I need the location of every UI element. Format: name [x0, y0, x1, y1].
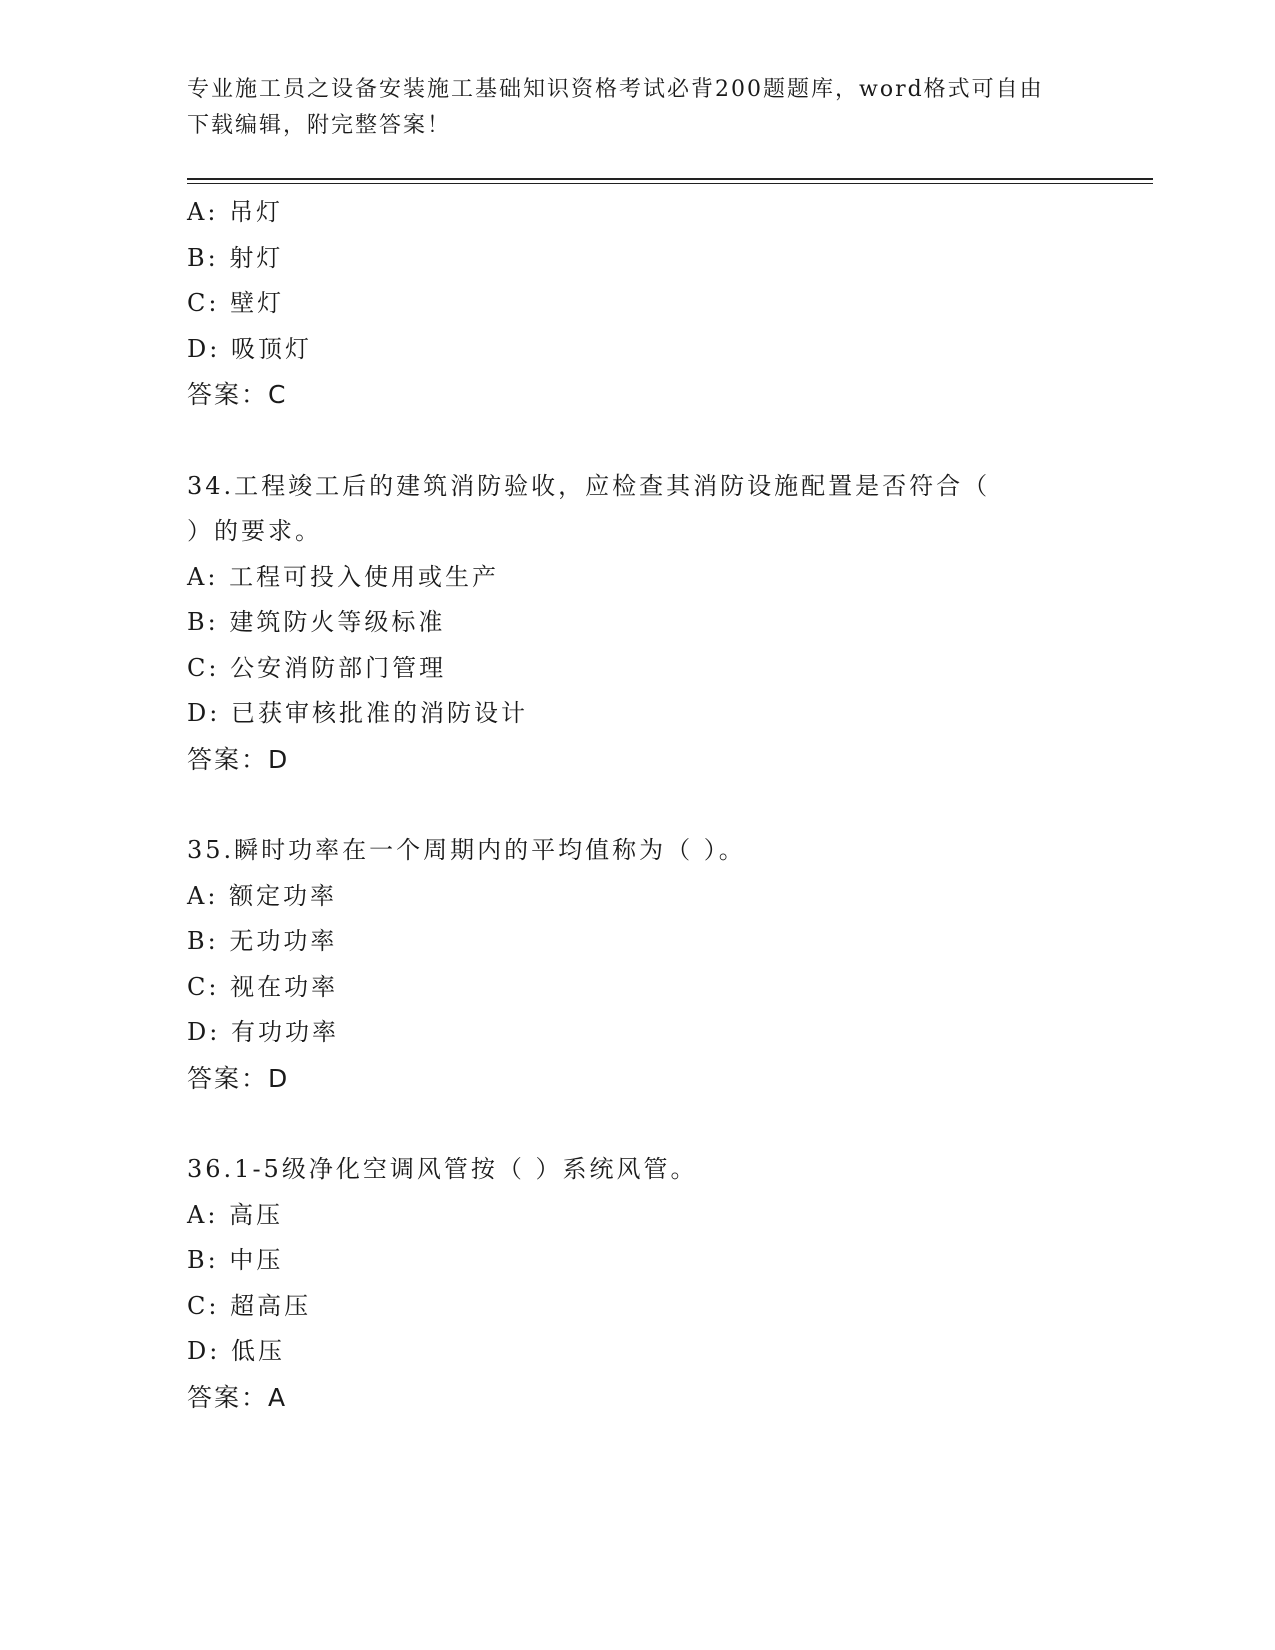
option-a: [187, 874, 1087, 920]
option-label: D:: [187, 699, 221, 727]
question-stem: 35.瞬时功率在一个周期内的平均值称为（ ）。: [187, 836, 746, 864]
answer-line: 答案：D: [187, 1063, 290, 1093]
answer-line: 答案：D: [187, 744, 290, 774]
option-text: 额定功率: [229, 881, 338, 910]
option-text: 视在功率: [230, 972, 339, 1001]
question-34: [187, 464, 1087, 783]
option-a: [187, 1193, 1087, 1239]
option-text: 中压: [229, 1246, 284, 1274]
option-label: D:: [187, 334, 221, 363]
option-label: A:: [187, 881, 219, 910]
option-b: [187, 919, 1087, 965]
option-d: [187, 1010, 1087, 1056]
header-rule-thick: [187, 178, 1153, 180]
option-label: A:: [187, 562, 219, 591]
option-label: D:: [187, 1337, 221, 1365]
question-list: [187, 190, 1087, 1420]
option-text: 公安消防部门管理: [230, 653, 447, 682]
question-stem: 34.工程竣工后的建筑消防验收，应检查其消防设施配置是否符合（: [187, 471, 991, 500]
option-label: A:: [187, 198, 219, 226]
option-a: [187, 190, 1087, 236]
option-text: 低压: [230, 1337, 285, 1365]
document-title: 专业施工员之设备安装施工基础知识资格考试必背200题题库，word格式可自由下载编辑，附完整答案！: [187, 77, 1044, 138]
option-text: 高压: [229, 1200, 284, 1229]
option-text: 吊灯: [229, 198, 284, 226]
option-text: 吸顶灯: [230, 334, 312, 363]
option-text: 有功功率: [230, 1018, 339, 1046]
option-text: 无功功率: [229, 927, 338, 955]
answer-line: 答案：C: [187, 380, 288, 409]
option-b: [187, 236, 1087, 282]
option-label: B:: [187, 608, 219, 636]
option-label: C:: [187, 653, 220, 682]
option-d: [187, 1329, 1087, 1375]
option-label: C:: [187, 972, 220, 1001]
option-label: C:: [187, 1291, 220, 1320]
option-a: [187, 555, 1087, 601]
option-text: 射灯: [229, 243, 284, 272]
header-rule-thin: [187, 183, 1153, 184]
question-33-continued: [187, 190, 1087, 418]
option-c: [187, 646, 1087, 692]
option-label: B:: [187, 243, 219, 272]
option-c: [187, 1284, 1087, 1330]
option-c: [187, 281, 1087, 327]
option-b: [187, 600, 1087, 646]
question-stem: 36.1-5级净化空调风管按（ ）系统风管。: [187, 1155, 698, 1183]
question-35: [187, 828, 1087, 1101]
option-text: 已获审核批准的消防设计: [230, 699, 528, 727]
option-text: 建筑防火等级标准: [229, 608, 446, 636]
option-label: D:: [187, 1018, 221, 1046]
option-label: A:: [187, 1200, 219, 1229]
option-text: 工程可投入使用或生产: [229, 562, 500, 591]
option-b: [187, 1238, 1087, 1284]
option-d: [187, 691, 1087, 737]
option-text: 超高压: [230, 1291, 312, 1320]
option-d: [187, 327, 1087, 373]
document-header: [187, 72, 1067, 144]
question-stem-continued: ）的要求。: [187, 517, 322, 545]
option-text: 壁灯: [230, 289, 285, 317]
option-label: C:: [187, 289, 220, 317]
option-c: [187, 965, 1087, 1011]
answer-line: 答案：A: [187, 1382, 288, 1412]
option-label: B:: [187, 927, 219, 955]
question-36: [187, 1147, 1087, 1420]
option-label: B:: [187, 1246, 219, 1274]
